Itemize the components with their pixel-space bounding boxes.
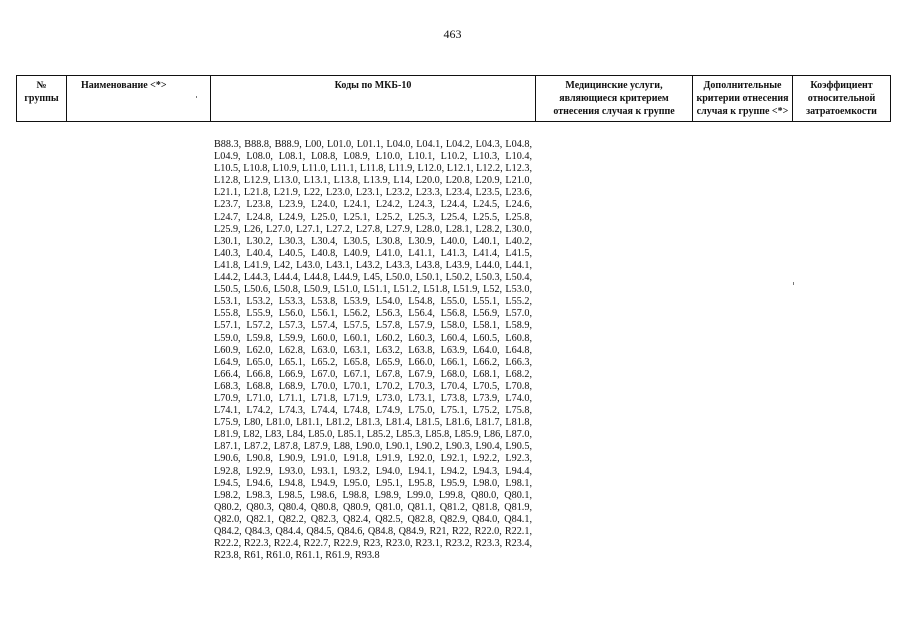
header-name: Наименование <*> xyxy=(67,76,211,122)
scan-mark xyxy=(196,96,197,98)
icd-codes-list: B88.3, B88.8, B88.9, L00, L01.0, L01.1, L04.0, L04.1, L04.2, L04.3, L04.8, L04.9, L08.0, L08.1, L08.8, L08.9, L10.0, L10.1, L10.2, L10.3, L10.4, L10.5, L10.8, L10.9, L11.0, L11.1, L11.8, L11.9, L12.0, L12.1, L12.2, L12.3, L12.8, L12.9, L13.0, L13.1, L13.8, L13.9, L14, L20.0, L20.8, L20.9, L21.0, L21.1, L21.8, L21.9, L22, L23.0, L23.1, L23.2, L23.3, L23.4, L23.5, L23.6, L23.7, L23.8, L23.9, L24.0, L24.1, L24.2, L24.3, L24.4, L24.5, L24.6, L24.7, L24.8, L24.9, L25.0, L25.1, L25.2, L25.3, L25.4, L25.5, L25.8, L25.9, L26, L27.0, L27.1, L27.2, L27.8, L27.9, L28.0, L28.1, L28.2, L30.0, L30.1, L30.2, L30.3, L30.4, L30.5, L30.8, L30.9, L40.0, L40.1, L40.2, L40.3, L40.4, L40.5, L40.8, L40.9, L41.0, L41.1, L41.3, L41.4, L41.5, L41.8, L41.9, L42, L43.0, L43.1, L43.2, L43.3, L43.8, L43.9, L44.0, L44.1, L44.2, L44.3, L44.4, L44.8, L44.9, L45, L50.0, L50.1, L50.2, L50.3, L50.4, L50.5, L50.6, L50.8, L50.9, L51.0, L51.1, L51.2, L51.8, L51.9, L52, L53.0, L53.1, L53.2, L53.3, L53.8, L53.9, L54.0, L54.8, L55.0, L55.1, L55.2, L55.8, L55.9, L56.0, L56.1, L56.2, L56.3, L56.4, L56.8, L56.9, L57.0, L57.1, L57.2, L57.3, L57.4, L57.5, L57.8, L57.9, L58.0, L58.1, L58.9, L59.0, L59.8, L59.9, L60.0, L60.1, L60.2, L60.3, L60.4, L60.5, L60.8, L60.9, L62.0, L62.8, L63.0, L63.1, L63.2, L63.8, L63.9, L64.0, L64.8, L64.9, L65.0, L65.1, L65.2, L65.8, L65.9, L66.0, L66.1, L66.2, L66.3, L66.4, L66.8, L66.9, L67.0, L67.1, L67.8, L67.9, L68.0, L68.1, L68.2, L68.3, L68.8, L68.9, L70.0, L70.1, L70.2, L70.3, L70.4, L70.5, L70.8, L70.9, L71.0, L71.1, L71.8, L71.9, L73.0, L73.1, L73.8, L73.9, L74.0, L74.1, L74.2, L74.3, L74.4, L74.8, L74.9, L75.0, L75.1, L75.2, L75.8, L75.9, L80, L81.0, L81.1, L81.2, L81.3, L81.4, L81.5, L81.6, L81.7, L81.8, L81.9, L82, L83, L84, L85.0, L85.1, L85.2, L85.3, L85.8, L85.9, L86, L87.0, L87.1, L87.2, L87.8, L87.9, L88, L90.0, L90.1, L90.2, L90.3, L90.4, L90.5, L90.6, L90.8, L90.9, L91.0, L91.8, L91.9, L92.0, L92.1, L92.2, L92.3, L92.8, L92.9, L93.0, L93.1, L93.2, L94.0, L94.1, L94.2, L94.3, L94.4, L94.5, L94.6, L94.8, L94.9, L95.0, L95.1, L95.8, L95.9, L98.0, L98.1, L98.2, L98.3, L98.5, L98.6, L98.8, L98.9, L99.0, L99.8, Q80.0, Q80.1, Q80.2, Q80.3, Q80.4, Q80.8, Q80.9, Q81.0, Q81.1, Q81.2, Q81.8, Q81.9, Q82.0, Q82.1, Q82.2, Q82.3, Q82.4, Q82.5, Q82.8, Q82.9, Q84.0, Q84.1, Q84.2, Q84.3, Q84.4, Q84.5, Q84.6, Q84.8, Q84.9, R21, R22, R22.0, R22.1, R22.2, R22.3, R22.4, R22.7, R22.9, R23, R23.0, R23.1, R23.2, R23.3, R23.4, R23.8, R61, R61.0, R61.1, R61.9, R93.8 xyxy=(214,139,532,562)
header-group-number: № группы xyxy=(17,76,67,122)
scan-mark xyxy=(793,282,794,285)
header-row xyxy=(17,76,891,122)
header-additional-criteria: Дополнительные критерии отнесения случая к группе <*> xyxy=(693,76,793,122)
page-number: 463 xyxy=(443,27,462,41)
groups-table-header xyxy=(16,75,891,122)
header-medical-services: Медицинские услуги, являющиеся критерием отнесения случая к группе xyxy=(536,76,693,122)
header-cost-coefficient: Коэффициент относительной затратоемкости xyxy=(793,76,891,122)
header-icd-codes: Коды по МКБ-10 xyxy=(211,76,536,122)
